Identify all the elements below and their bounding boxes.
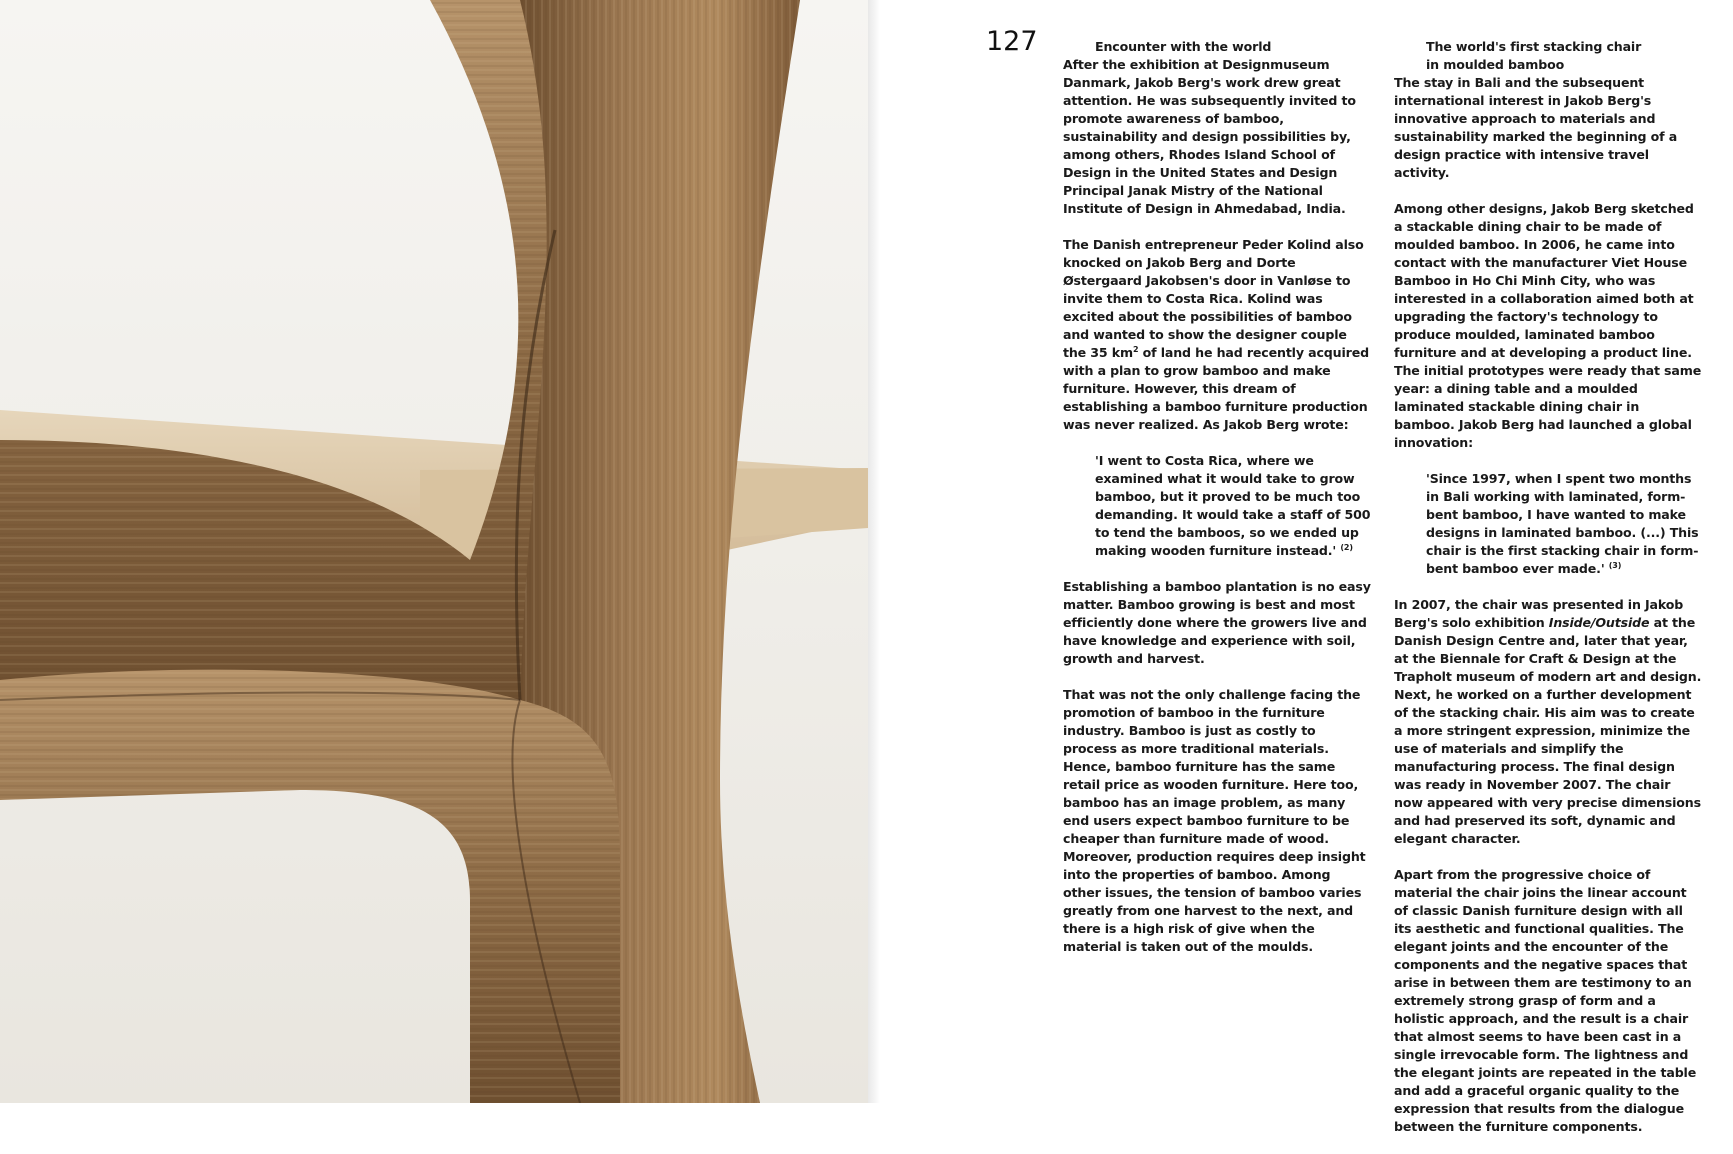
paragraph: Establishing a bamboo plantation is no easy matter. Bamboo growing is best and most efficiently done where the growers live and have knowledge and experience with soil, growth and harvest. bbox=[1063, 579, 1371, 666]
page-gutter bbox=[868, 0, 880, 1103]
bamboo-chair-closeup-image bbox=[0, 0, 868, 1103]
footnote-ref: (3) bbox=[1608, 560, 1622, 570]
page-number: 127 bbox=[986, 26, 1038, 57]
text-column-left bbox=[1063, 38, 1371, 974]
paragraph: The stay in Bali and the subsequent international interest in Jakob Berg's innovative approach to materials and sustainability marked the beginning of a design practice with intensive travel activity. bbox=[1394, 75, 1678, 180]
section-heading: Encounter with the world bbox=[1095, 39, 1272, 54]
paragraph: Among other designs, Jakob Berg sketched a stackable dining chair to be made of moulded bamboo. In 2006, he came into contact with the manufacturer Viet House Bamboo in Ho Chi Minh City, who was interested in a collaboration aimed both at upgrading the factory's technology to produce moulded, laminated bamboo furniture and at developing a product line. The initial prototypes were ready that same year: a dining table and a moulded laminated stackable dining chair in bamboo. Jakob Berg had launched a global innovation: bbox=[1394, 201, 1702, 450]
section-heading: The world's first stacking chair in moulded bamboo bbox=[1426, 39, 1642, 72]
superscript: 2 bbox=[1132, 344, 1139, 354]
chair-photograph bbox=[0, 0, 868, 1103]
exhibition-title: Inside/Outside bbox=[1548, 615, 1650, 630]
block-quote: 'Since 1997, when I spent two months in Bali working with laminated, form-bent bamboo, I have wanted to make designs in laminated bamboo. (...) This chair is the first stacking chair in form-bent bamboo ever made.' $^{(3)}$ bbox=[1426, 471, 1699, 576]
paragraph: The Danish entrepreneur Peder Kolind also knocked on Jakob Berg and Dorte Østergaard Jakobsen's door in Vanløse to invite them to Costa Rica. Kolind was excited about the possibilities of bamboo and wanted to show the designer couple the 35 $km^2$ of land he had recently acquired with a plan to grow bamboo and make furniture. However, this dream of establishing a bamboo furniture production was never realized. As Jakob Berg wrote: bbox=[1063, 237, 1369, 432]
text-column-right bbox=[1394, 38, 1702, 1154]
paragraph: That was not the only challenge facing the promotion of bamboo in the furniture industry. Bamboo is just as costly to process as more traditional materials. Hence, bamboo furniture has the same retail price as wooden furniture. Here too, bamboo has an image problem, as many end users expect bamboo furniture to be cheaper than furniture made of wood. Moreover, production requires deep insight into the properties of bamboo. Among other issues, the tension of bamboo varies greatly from one harvest to the next, and there is a high risk of give when the material is taken out of the moulds. bbox=[1063, 687, 1366, 954]
paragraph: In 2007, the chair was presented in Jakob Berg's solo exhibition Inside/Outside at the Danish Design Centre and, later that year, at the Biennale for Craft & Design at the Trapholt museum of modern art and design. Next, he worked on a further development of the stacking chair. His aim was to create a more stringent expression, minimize the use of materials and simplify the manufacturing process. The final design was ready in November 2007. The chair now appeared with very precise dimensions and had preserved its soft, dynamic and elegant character. bbox=[1394, 597, 1702, 846]
block-quote: 'I went to Costa Rica, where we examined what it would take to grow bamboo, but it proved to be much too demanding. It would take a staff of 500 to tend the bamboos, so we ended up making wooden furniture instead.' $^{(2)}$ bbox=[1095, 453, 1371, 558]
paragraph: Apart from the progressive choice of material the chair joins the linear account of classic Danish furniture design with all its aesthetic and functional qualities. The elegant joints and the encounter of the components and the negative spaces that arise in between them are testimony to an extremely strong grasp of form and a holistic approach, and the result is a chair that almost seems to have been cast in a single irrevocable form. The lightness and the elegant joints are repeated in the table and add a graceful organic quality to the expression that results from the dialogue between the furniture components. bbox=[1394, 867, 1697, 1134]
paragraph: After the exhibition at Designmuseum Danmark, Jakob Berg's work drew great attention. He was subsequently invited to promote awareness of bamboo, sustainability and design possibilities by, among others, Rhodes Island School of Design in the United States and Design Principal Janak Mistry of the National Institute of Design in Ahmedabad, India. bbox=[1063, 57, 1356, 216]
footnote-ref: (2) bbox=[1340, 542, 1353, 552]
